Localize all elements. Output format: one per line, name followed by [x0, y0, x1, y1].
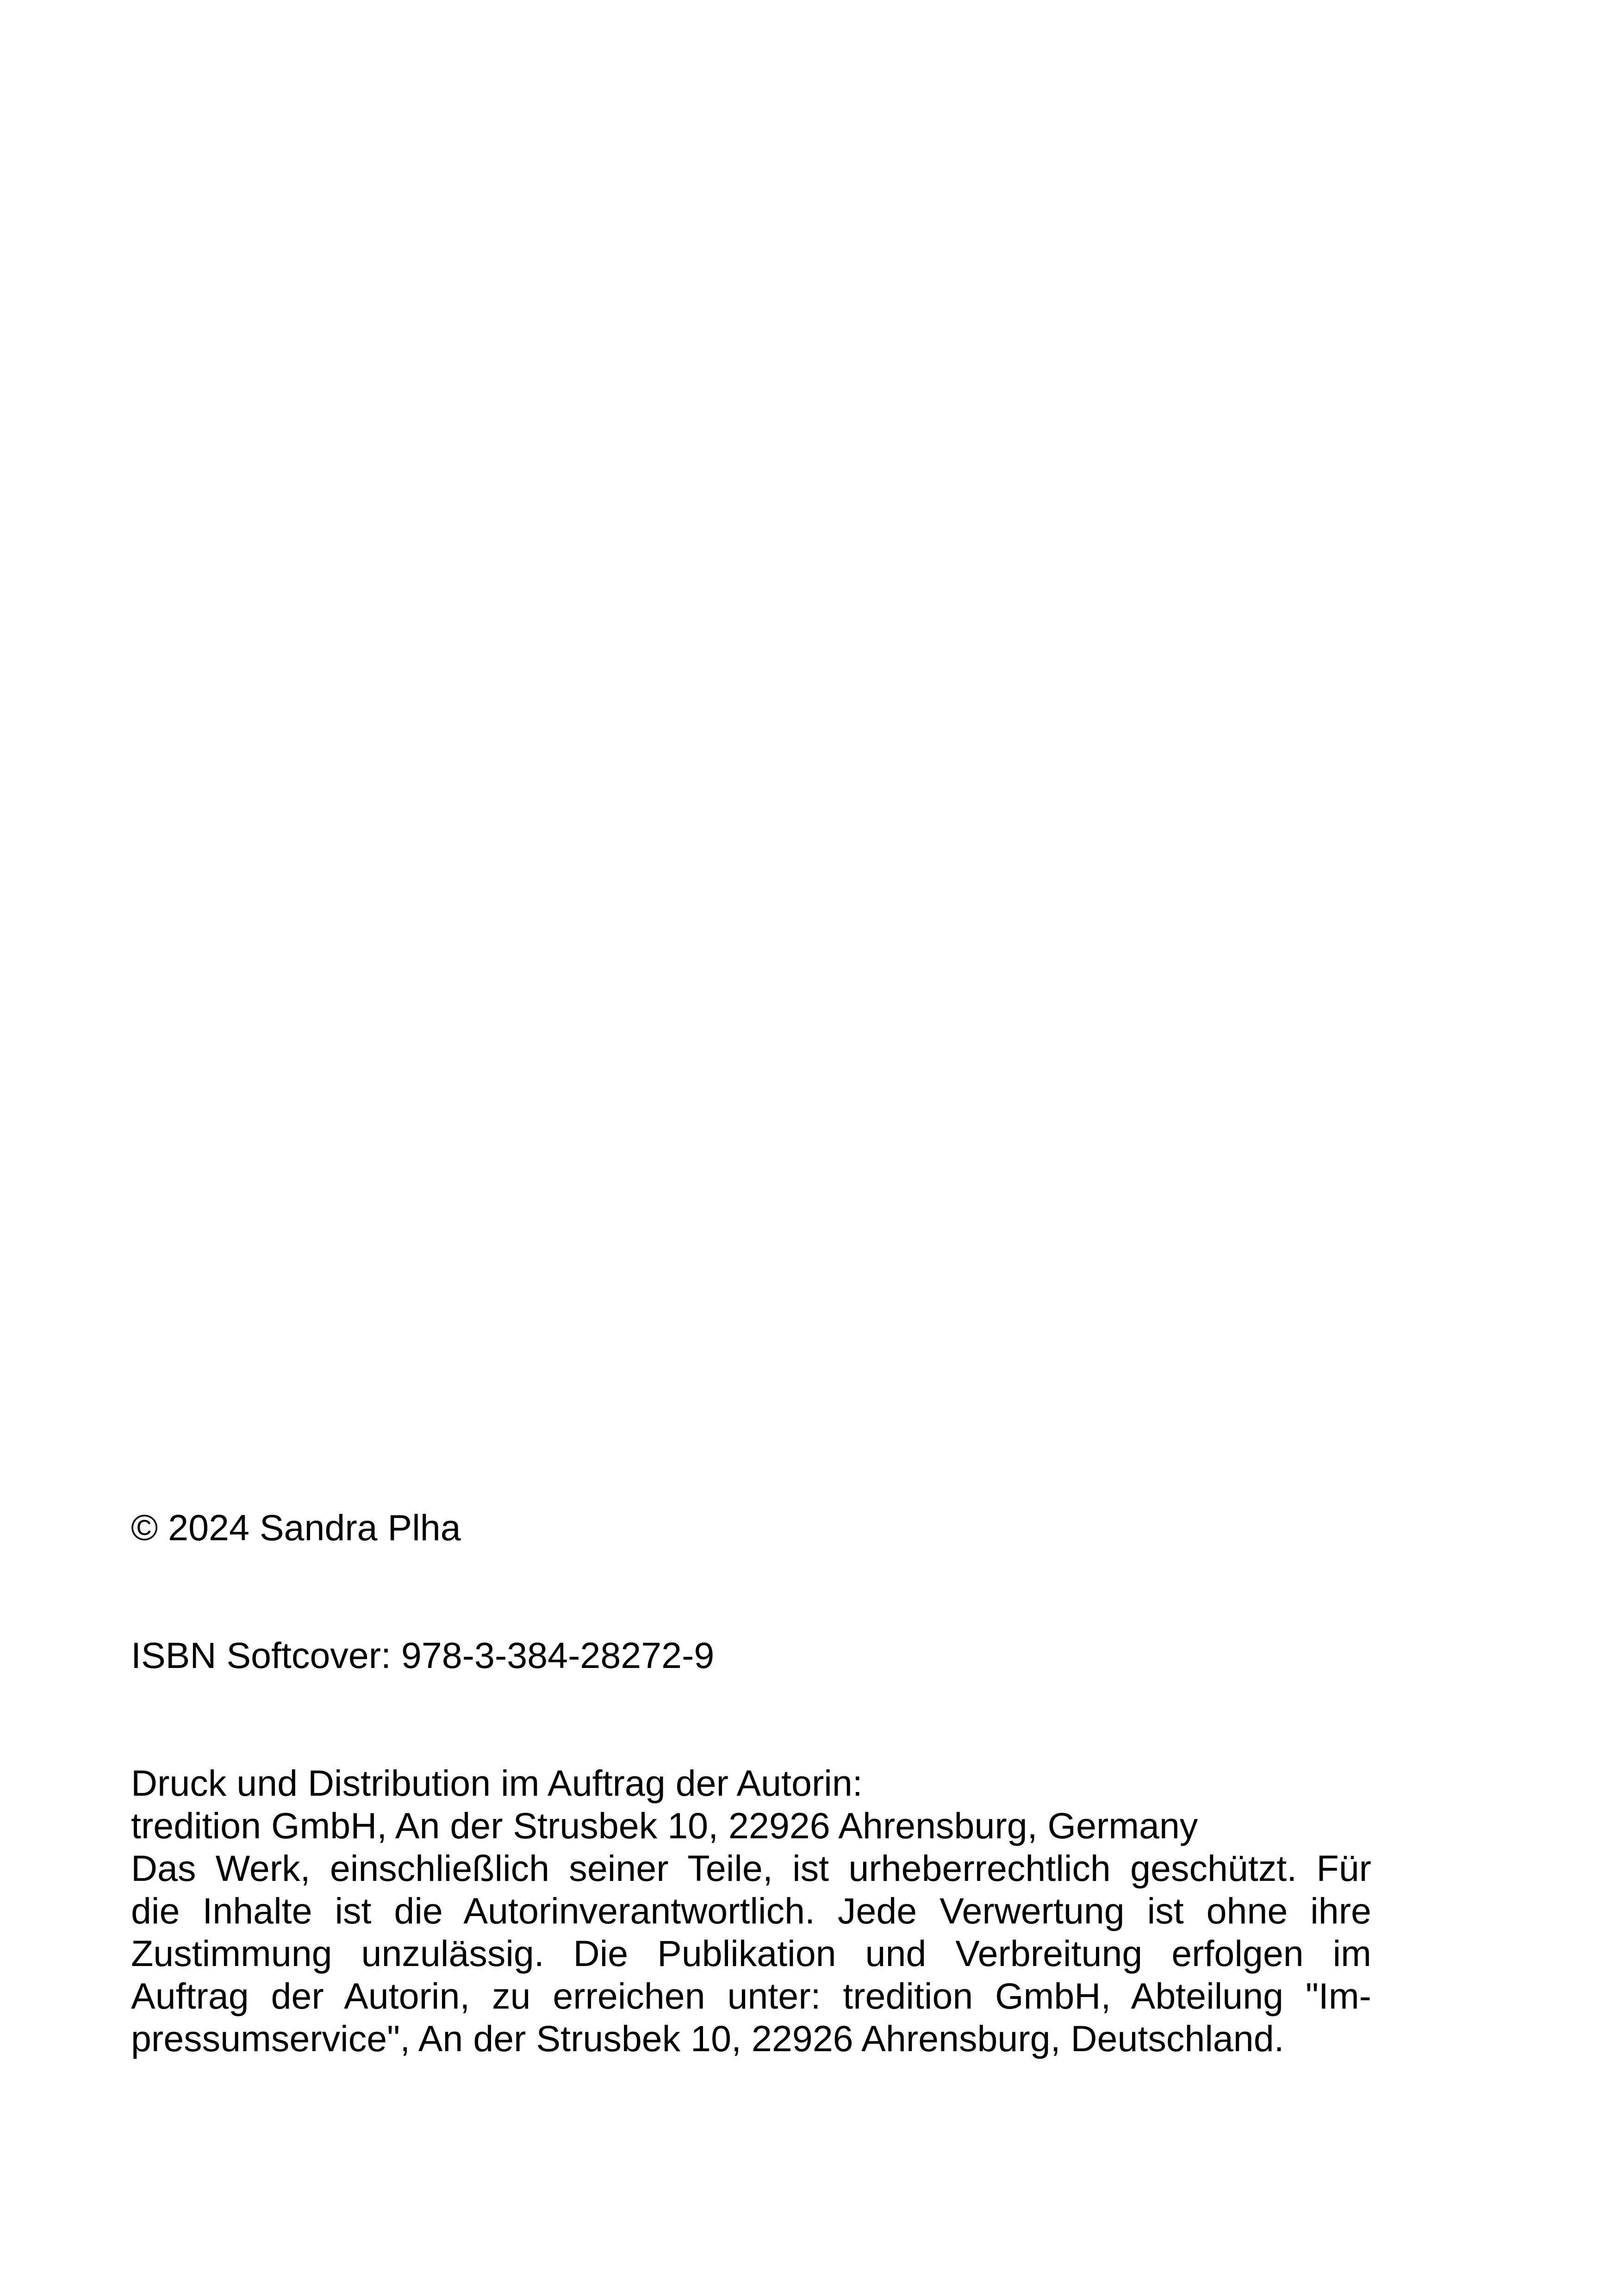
distribution-section	[131, 1762, 1371, 2060]
copyright-notice: © 2024 Sandra Plha	[131, 1507, 461, 1548]
legal-notice-line: die Inhalte ist die Autorinverantwortlich. Jede Verwertung ist ohne ihre	[131, 1890, 1371, 1931]
distribution-heading: Druck und Distribution im Auftrag der Autorin:	[131, 1762, 863, 1804]
legal-notice	[131, 1847, 1371, 2060]
legal-notice-line: Auftrag der Autorin, zu erreichen unter: tredition GmbH, Abteilung "Im-	[131, 1975, 1371, 2016]
legal-notice-line: pressumservice", An der Strusbek 10, 22926 Ahrensburg, Deutschland.	[131, 2018, 1284, 2059]
legal-notice-line: Zustimmung unzulässig. Die Publikation und Verbreitung erfolgen im	[131, 1933, 1371, 1974]
legal-notice-line: Das Werk, einschließlich seiner Teile, ist urheberrechtlich geschützt. Für	[131, 1848, 1371, 1889]
isbn-softcover: ISBN Softcover: 978-3-384-28272-9	[131, 1635, 715, 1676]
imprint-block	[131, 1506, 1371, 2060]
publisher-address: tredition GmbH, An der Strusbek 10, 22926 Ahrensburg, Germany	[131, 1805, 1198, 1846]
